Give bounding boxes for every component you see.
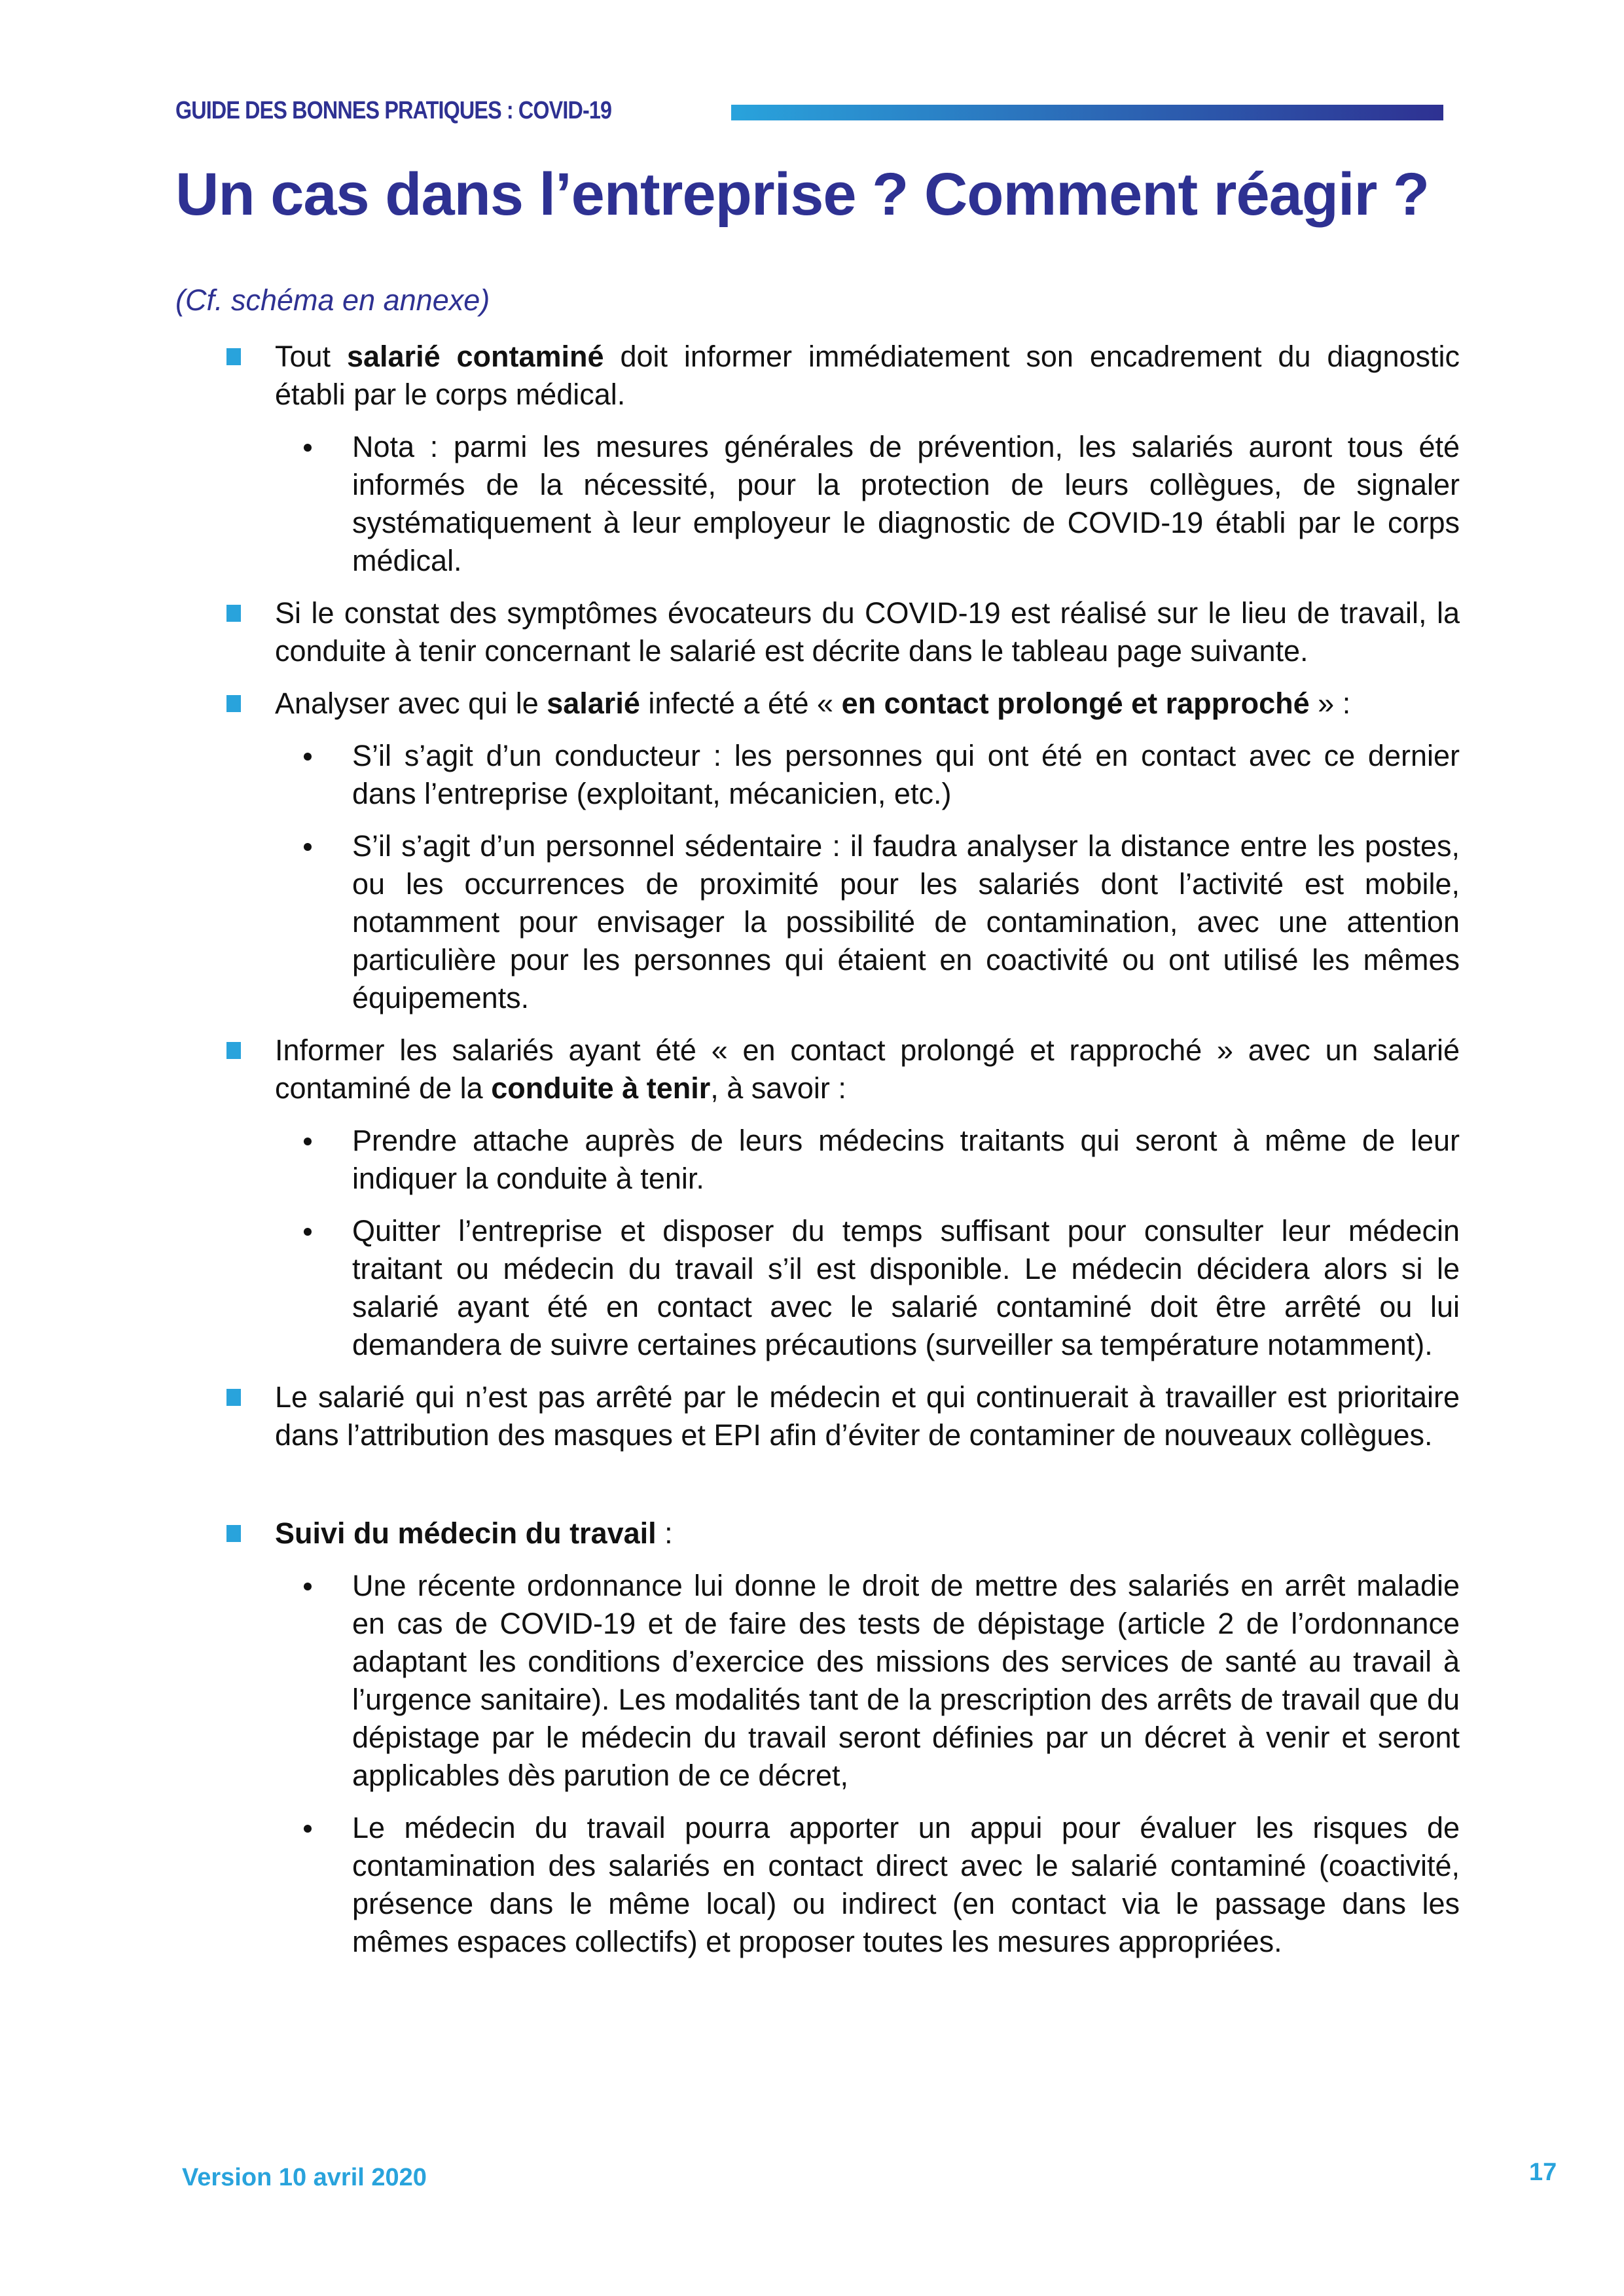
header-accent-bar bbox=[731, 105, 1443, 120]
item-text: infecté a été « bbox=[640, 687, 842, 720]
sub-list-item bbox=[275, 1122, 1460, 1198]
sub-item-text: Quitter l’entreprise et disposer du temps suffisant pour consulter leur médecin traitant ou médecin du travail s’il est disponible. Le médecin décidera alors si le salarié ayant été en contact avec le salarié contaminé doit être arrêté ou lui demandera de suivre certaines précautions (surveiller sa température notamment). bbox=[352, 1214, 1460, 1361]
item-text: Tout bbox=[275, 340, 347, 373]
page-title: Un cas dans l’entreprise ? Comment réagir ? bbox=[175, 161, 1430, 228]
item-text: » : bbox=[1309, 687, 1351, 720]
bullet-dot-icon bbox=[304, 843, 312, 851]
sub-list-item bbox=[275, 428, 1460, 580]
item-bold: conduite à tenir bbox=[491, 1071, 711, 1105]
square-bullet-icon bbox=[226, 1389, 241, 1406]
square-bullet-icon bbox=[226, 1525, 241, 1542]
bullet-dot-icon bbox=[304, 753, 312, 761]
sub-list-item bbox=[275, 1809, 1460, 1961]
sub-item-text: Une récente ordonnance lui donne le droit de mettre des salariés en arrêt maladie en cas de COVID-19 et de faire des tests de dépistage (article 2 de l’ordonnance adaptant les conditions d’exercice des missions des services de santé au travail à l’urgence sanitaire). Les modalités tant de la prescription des arrêts de travail que du dépistage par le médecin du travail seront définies par un décret à venir et seront applicables dès parution de ce décret, bbox=[352, 1569, 1460, 1792]
item-text: , à savoir : bbox=[710, 1071, 846, 1105]
spacer bbox=[175, 1469, 1460, 1515]
item-text: Si le constat des symptômes évocateurs du COVID-19 est réalisé sur le lieu de travail, la conduite à tenir concernant le salarié est décrite dans le tableau page suivante. bbox=[275, 596, 1460, 668]
bullet-dot-icon bbox=[304, 1228, 312, 1236]
main-content bbox=[175, 281, 1460, 1975]
sub-list-item bbox=[275, 1212, 1460, 1364]
item-bold: salarié contaminé bbox=[346, 340, 604, 373]
sub-item-text: S’il s’agit d’un conducteur : les personnes qui ont été en contact avec ce dernier dans l’entreprise (exploitant, mécanicien, etc.) bbox=[352, 739, 1460, 810]
square-bullet-icon bbox=[226, 605, 241, 622]
sub-item-text: Le médecin du travail pourra apporter un appui pour évaluer les risques de contamination des salariés en contact direct avec le salarié contaminé (coactivité, présence dans le même local) ou indirect (en contact via le passage dans les mêmes espaces collectifs) et proposer toutes les mesures appropriées. bbox=[352, 1811, 1460, 1958]
sub-item-text: S’il s’agit d’un personnel sédentaire : il faudra analyser la distance entre les postes, ou les occurrences de proximité pour les salariés dont l’activité est mobile, notamment pour envisager la possibilité de contamination, avec une attention particulière pour les personnes qui étaient en coactivité ou ont utilisé les mêmes équipements. bbox=[352, 829, 1460, 1014]
item-text: Le salarié qui n’est pas arrêté par le médecin et qui continuerait à travailler est prioritaire dans l’attribution des masques et EPI afin d’éviter de contaminer de nouveaux collègues. bbox=[275, 1380, 1460, 1452]
list-item bbox=[175, 594, 1460, 670]
item-bold: en contact prolongé et rapproché bbox=[841, 687, 1310, 720]
sub-item-text: Prendre attache auprès de leurs médecins traitants qui seront à même de leur indiquer la conduite à tenir. bbox=[352, 1124, 1460, 1195]
header-label: GUIDE DES BONNES PRATIQUES : COVID-19 bbox=[175, 97, 612, 124]
item-text: Informer les salariés ayant été « en contact prolongé et rapproché » avec un salarié contaminé de la bbox=[275, 1033, 1460, 1105]
item-bold: Suivi du médecin du travail bbox=[275, 1516, 657, 1550]
list-item bbox=[175, 1515, 1460, 1961]
annex-note: (Cf. schéma en annexe) bbox=[175, 283, 490, 317]
bullet-dot-icon bbox=[304, 1583, 312, 1590]
item-text: Analyser avec qui le bbox=[275, 687, 547, 720]
list-item bbox=[175, 685, 1460, 1017]
bullet-dot-icon bbox=[304, 1138, 312, 1145]
sub-list-item bbox=[275, 827, 1460, 1017]
bullet-dot-icon bbox=[304, 1825, 312, 1833]
list-item bbox=[175, 1378, 1460, 1454]
item-bold: salarié bbox=[547, 687, 640, 720]
footer-version: Version 10 avril 2020 bbox=[182, 2164, 427, 2191]
square-bullet-icon bbox=[226, 695, 241, 712]
square-bullet-icon bbox=[226, 1042, 241, 1059]
sub-item-text: Nota : parmi les mesures générales de prévention, les salariés auront tous été informés de la nécessité, pour la protection de leurs collègues, de signaler systématiquement à leur employeur le diagnostic de COVID-19 établi par le corps médical. bbox=[352, 430, 1460, 577]
list-item bbox=[175, 338, 1460, 580]
item-text: : bbox=[656, 1516, 673, 1550]
page-number: 17 bbox=[1529, 2159, 1557, 2186]
square-bullet-icon bbox=[226, 348, 241, 365]
sub-list-item bbox=[275, 1567, 1460, 1795]
item-text: doit informer immédiatement son encadrement du diagnostic établi par le corps médical. bbox=[275, 340, 1460, 411]
bullet-dot-icon bbox=[304, 444, 312, 452]
sub-list-item bbox=[275, 737, 1460, 813]
list-item bbox=[175, 1031, 1460, 1364]
